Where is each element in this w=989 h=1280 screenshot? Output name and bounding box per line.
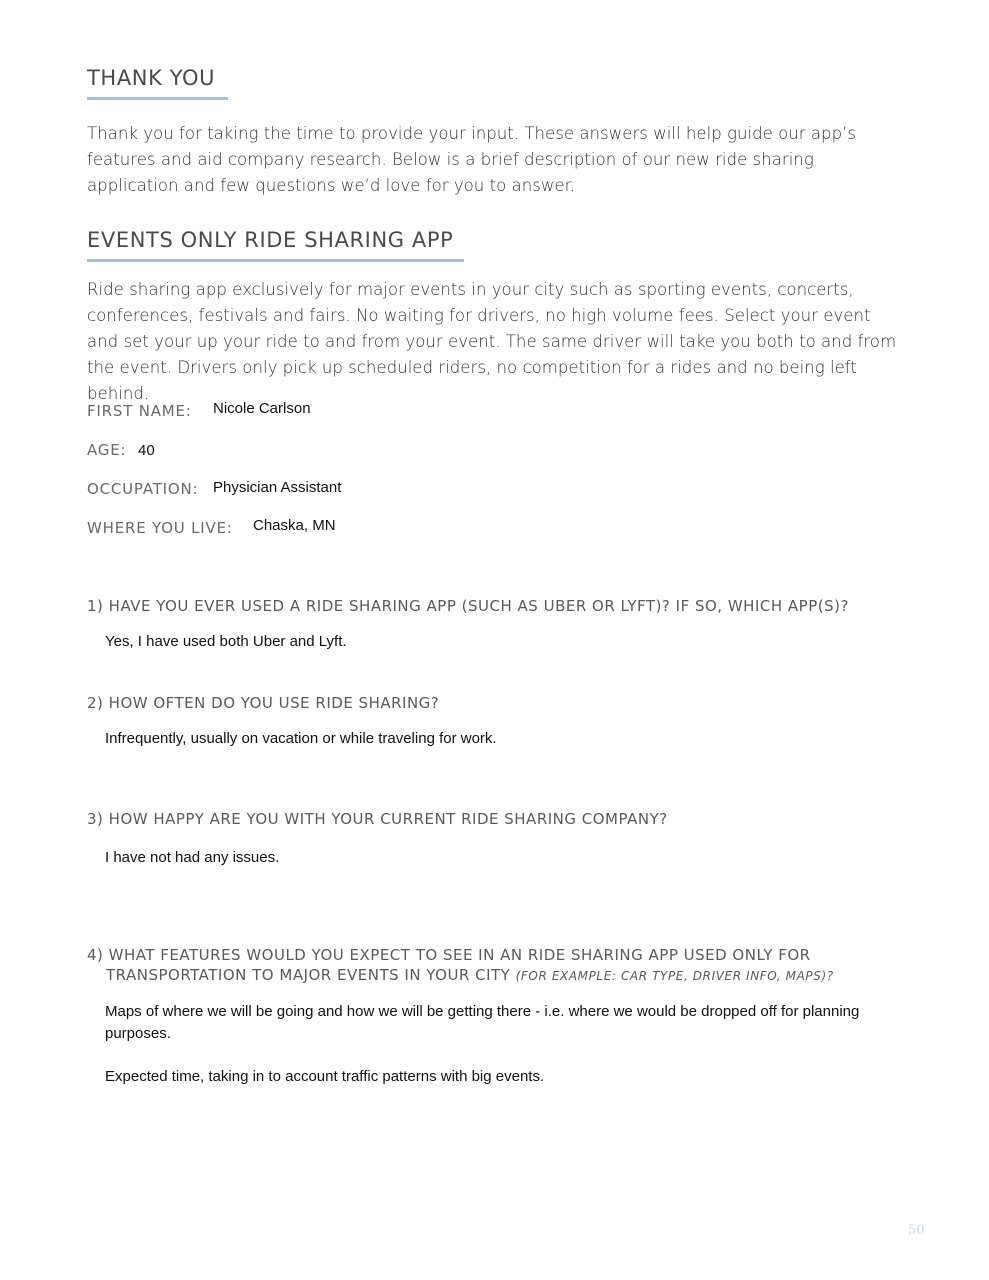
first-name-label: FIRST NAME: xyxy=(87,402,192,420)
thank-you-paragraph: Thank you for taking the time to provide your input. These answers will help guide our app’s features and aid company research. Below is a brief description of our new ride sharing application and few questions we’d love for you to answer. xyxy=(87,124,857,195)
question-1: 1) HAVE YOU EVER USED A RIDE SHARING APP (SUCH AS UBER OR LYFT)? IF SO, WHICH APP(S)? xyxy=(87,597,849,615)
thank-you-heading: THANK YOU xyxy=(87,66,216,90)
answer-4-part-1: Maps of where we will be going and how we will be getting there - i.e. where we would be dropped off for planning purposes. xyxy=(105,1003,860,1042)
events-app-paragraph: Ride sharing app exclusively for major events in your city such as sporting events, concerts, conferences, festivals and fairs. No waiting for drivers, no high volume fees. Select your event and set your up your ride to and from your event. The same driver will take you both to and from the event. Drivers only pick up scheduled riders, no competition for a rides and no being left behind. xyxy=(87,280,897,403)
age-label: AGE: xyxy=(87,441,127,459)
question-4 xyxy=(87,945,907,986)
age-value: 40 xyxy=(138,442,155,459)
occupation-value: Physician Assistant xyxy=(213,479,342,496)
question-4-line-2-text: TRANSPORTATION TO MAJOR EVENTS IN YOUR CITY xyxy=(106,966,511,984)
where-you-live-value: Chaska, MN xyxy=(253,517,336,534)
events-app-underline xyxy=(87,259,464,262)
page-number: 50 xyxy=(908,1223,925,1238)
events-app-heading: EVENTS ONLY RIDE SHARING APP xyxy=(87,228,454,252)
answer-3: I have not had any issues. xyxy=(105,849,280,866)
answer-2: Infrequently, usually on vacation or while traveling for work. xyxy=(105,730,497,747)
question-4-note: (FOR EXAMPLE: CAR TYPE, DRIVER INFO, MAPS)? xyxy=(515,969,834,983)
answer-1: Yes, I have used both Uber and Lyft. xyxy=(105,633,347,650)
question-2: 2) HOW OFTEN DO YOU USE RIDE SHARING? xyxy=(87,694,440,712)
where-you-live-label: WHERE YOU LIVE: xyxy=(87,519,233,537)
thank-you-underline xyxy=(87,97,228,100)
occupation-label: OCCUPATION: xyxy=(87,480,199,498)
question-4-line-1: 4) WHAT FEATURES WOULD YOU EXPECT TO SEE IN AN RIDE SHARING APP USED ONLY FOR xyxy=(87,946,811,964)
answer-4-part-2: Expected time, taking in to account traffic patterns with big events. xyxy=(105,1068,545,1085)
first-name-value: Nicole Carlson xyxy=(213,400,311,417)
question-4-line-2 xyxy=(87,965,907,986)
question-3: 3) HOW HAPPY ARE YOU WITH YOUR CURRENT RIDE SHARING COMPANY? xyxy=(87,810,668,828)
